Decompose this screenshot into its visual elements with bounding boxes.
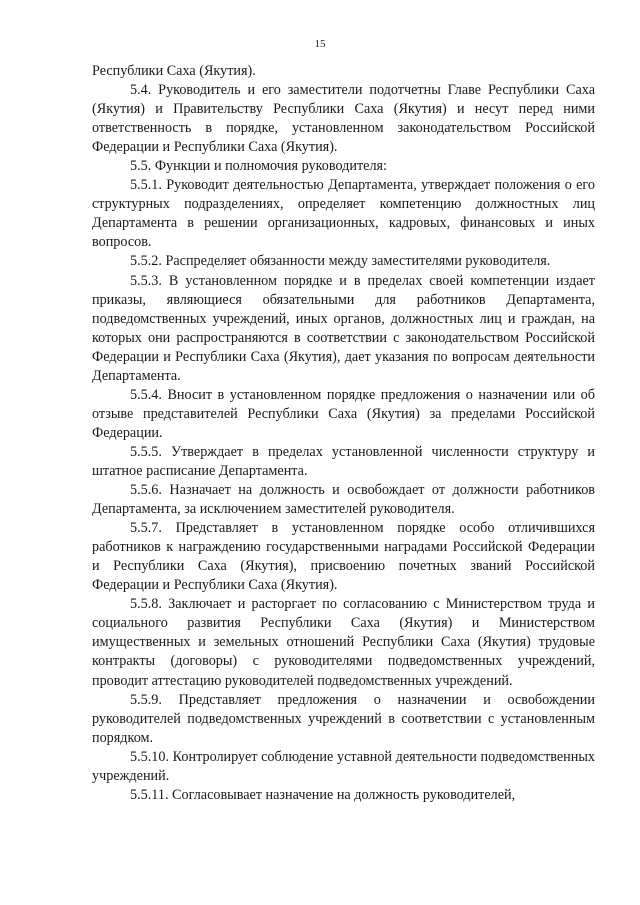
paragraph-5-5-9: 5.5.9. Представляет предложения о назначении и освобождении руководителей подведомственных учреждений в соответствии с установленным порядком. (92, 691, 595, 746)
paragraph-5-5: 5.5. Функции и полномочия руководителя: (130, 158, 387, 175)
document-body (92, 62, 595, 805)
page-number: 15 (314, 38, 326, 50)
paragraph-5-5-11: 5.5.11. Согласовывает назначение на должность руководителей, (130, 786, 516, 803)
paragraph-5-5-1: 5.5.1. Руководит деятельностью Департамента, утверждает положения о его структурных подразделениях, определяет компетенцию должностных лиц Департамента в решении организационных, кадровых, финансовых и иных вопросов. (92, 177, 595, 251)
paragraph-5-5-10: 5.5.10. Контролирует соблюдение уставной деятельности подведомственных учреждений. (92, 748, 595, 784)
paragraph-5-5-4: 5.5.4. Вносит в установленном порядке предложения о назначении или об отзыве представителей Республики Саха (Якутия) за пределами Российской Федерации. (92, 386, 595, 441)
paragraph-5-4: 5.4. Руководитель и его заместители подотчетны Главе Республики Саха (Якутия) и Правительству Республики Саха (Якутия) и несут перед ними ответственность в порядке, установленном законодательством Российской Федерации и Республики Саха (Якутия). (92, 82, 595, 156)
paragraph-5-5-6: 5.5.6. Назначает на должность и освобождает от должности работников Департамента, за исключением заместителей руководителя. (92, 482, 595, 518)
paragraph-5-5-2: 5.5.2. Распределяет обязанности между заместителями руководителя. (130, 253, 551, 270)
paragraph-5-5-7: 5.5.7. Представляет в установленном порядке особо отличившихся работников к награждению государственными наградами Российской Федерации и Республики Саха (Якутия), присвоению почетных званий Российской Федерации и Республики Саха (Якутия). (92, 520, 595, 594)
paragraph-5-5-8: 5.5.8. Заключает и расторгает по согласованию с Министерством труда и социального развития Республики Саха (Якутия) и Министерством имущественных и земельных отношений Республики Саха (Якутия) трудовые контракты (договоры) с руководителями подведомственных учреждений, проводит аттестацию руководителей подведомственных учреждений. (92, 596, 595, 689)
paragraph-5-5-5: 5.5.5. Утверждает в пределах установленной численности структуру и штатное расписание Департамента. (92, 443, 595, 479)
paragraph-5-5-3: 5.5.3. В установленном порядке и в пределах своей компетенции издает приказы, являющиеся обязательными для работников Департамента, подведомственных учреждений, иных органов, должностных лиц и граждан, на которых они распространяются в соответствии с законодательством Российской Федерации и Республики Саха (Якутия), дает указания по вопросам деятельности Департамента. (92, 272, 595, 384)
paragraph-continuation: Республики Саха (Якутия). (92, 63, 256, 79)
